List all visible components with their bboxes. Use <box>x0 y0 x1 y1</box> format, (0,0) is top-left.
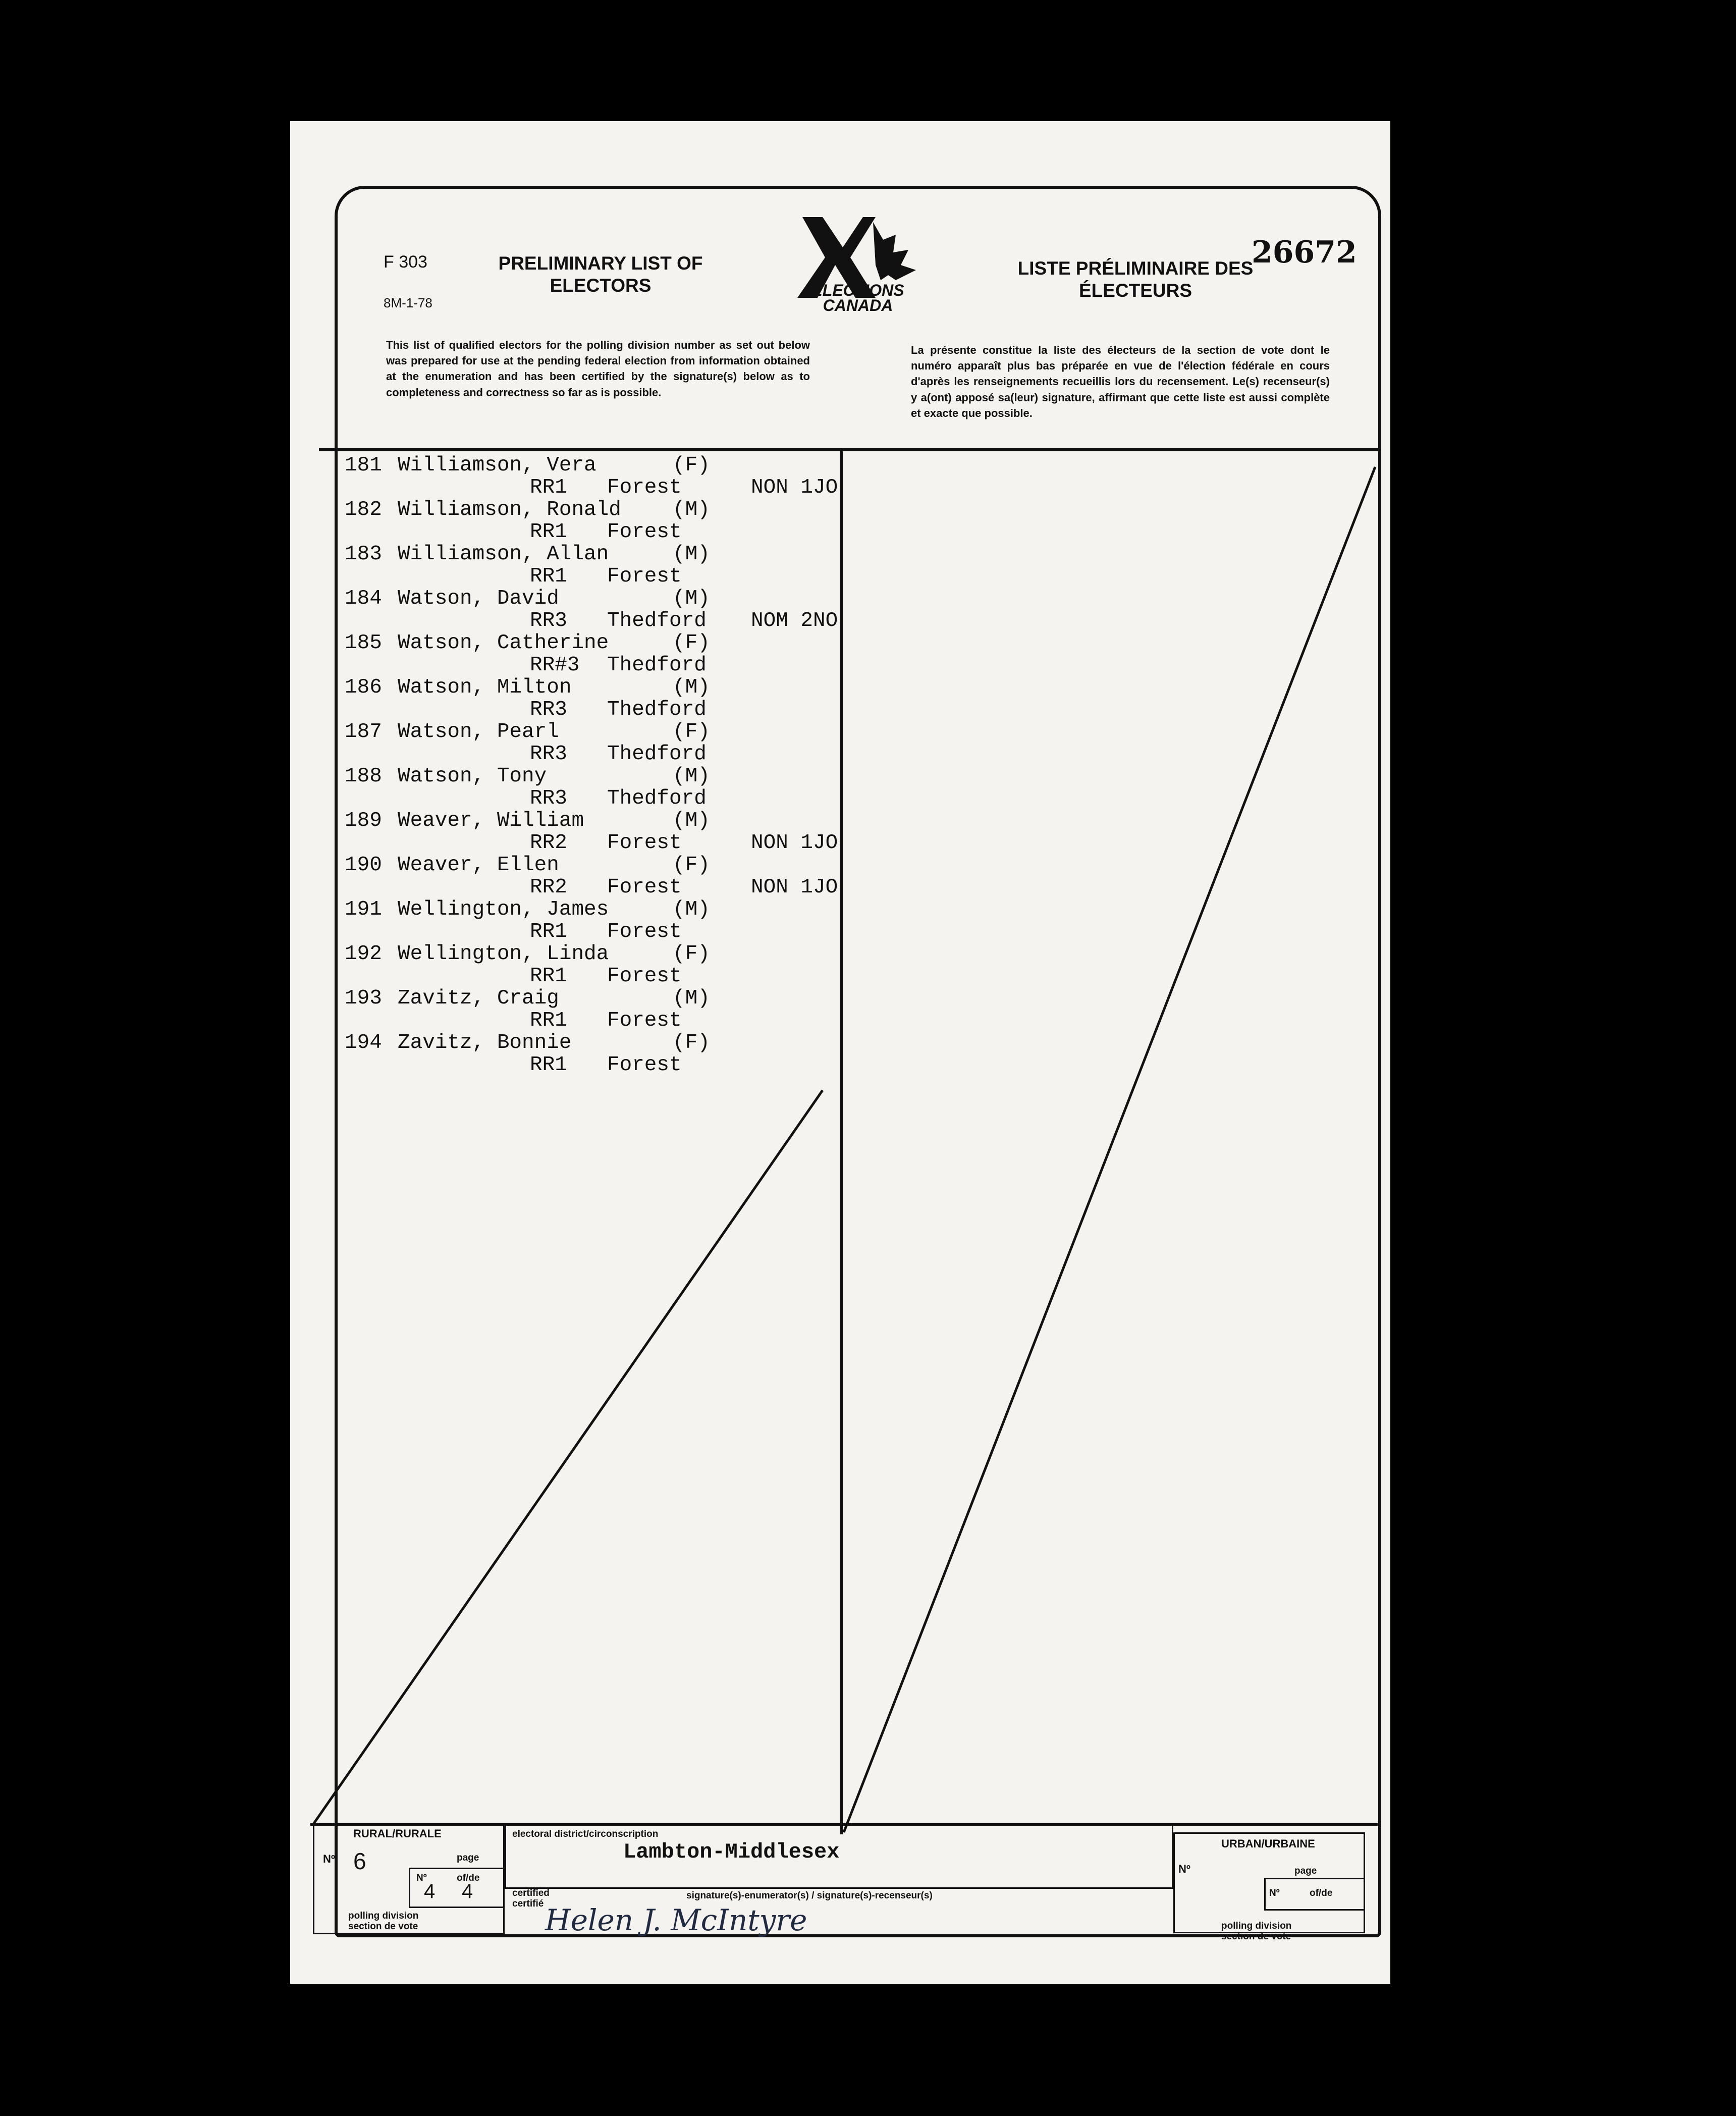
title-fr-line1: LISTE PRÉLIMINAIRE DES <box>1017 258 1254 279</box>
page-of-label: of/de <box>457 1873 480 1883</box>
intro-english: This list of qualified electors for the polling division number as set out below was prepared for use at the pending federal election from information obtained at the enumeration and has been certified by the signature(s) below as to completeness and correctness so far as is possible. <box>386 339 810 399</box>
polling-division-label-fr: section de vote <box>348 1921 418 1932</box>
elector-name: Wellington, Linda <box>398 942 609 966</box>
elector-rural-route: RR1 <box>530 565 567 588</box>
elector-number: 189 <box>345 809 382 832</box>
elector-town: Thedford <box>607 743 707 766</box>
elector-rural-route: RR2 <box>530 876 567 899</box>
certified-label-fr: certifié <box>512 1898 544 1909</box>
elector-name: Zavitz, Craig <box>398 987 559 1010</box>
signature-label: signature(s)-enumerator(s) / signature(s)-recenseur(s) <box>686 1890 933 1901</box>
elector-town: Forest <box>607 476 682 499</box>
page-no-label: Nº <box>416 1873 427 1883</box>
serial-number: 26672 <box>1252 235 1357 270</box>
urban-polling-division-label-en: polling division <box>1221 1921 1292 1931</box>
certified-label-en: certified <box>512 1888 550 1898</box>
elector-sex: (F) <box>673 454 710 477</box>
elector-name: Williamson, Allan <box>398 543 609 566</box>
elector-sex: (M) <box>673 987 710 1010</box>
elector-town: Forest <box>607 565 682 588</box>
elector-rural-route: RR1 <box>530 520 567 544</box>
title-fr-line2: ÉLECTEURS <box>1078 280 1192 301</box>
elector-number: 182 <box>345 498 382 521</box>
rural-label: RURAL/RURALE <box>353 1827 442 1840</box>
elector-postal-code: NON 1JO <box>751 876 838 899</box>
page-number: 4 <box>424 1880 436 1902</box>
page-total: 4 <box>462 1880 473 1902</box>
urban-page-label: page <box>1294 1866 1317 1876</box>
elector-postal-code: NOM 2NO <box>751 609 838 632</box>
elector-town: Thedford <box>607 698 707 721</box>
title-en-line1: PRELIMINARY LIST OF <box>498 253 703 274</box>
elector-town: Forest <box>607 1009 682 1032</box>
enumerator-signature: Helen J. McIntyre <box>545 1903 807 1937</box>
elector-number: 183 <box>345 543 382 566</box>
rural-no-label: Nº <box>323 1853 335 1865</box>
elector-town: Thedford <box>607 654 707 677</box>
elector-rural-route: RR1 <box>530 476 567 499</box>
elector-name: Watson, Pearl <box>398 720 559 744</box>
elector-town: Forest <box>607 876 682 899</box>
elector-number: 194 <box>345 1031 382 1054</box>
elector-rural-route: RR3 <box>530 787 567 810</box>
polling-division-label-en: polling division <box>348 1911 419 1921</box>
elector-sex: (M) <box>673 498 710 521</box>
logo-line1: ELECTIONS <box>811 281 904 299</box>
elector-number: 181 <box>345 454 382 477</box>
elector-name: Watson, Milton <box>398 676 572 699</box>
elector-number: 190 <box>345 854 382 877</box>
elector-town: Forest <box>607 831 682 855</box>
elector-sex: (M) <box>673 809 710 832</box>
elector-rural-route: RR#3 <box>530 654 580 677</box>
elector-rural-route: RR1 <box>530 1053 567 1077</box>
elector-town: Forest <box>607 1053 682 1077</box>
elector-sex: (M) <box>673 765 710 788</box>
logo-line2: CANADA <box>823 296 893 315</box>
elector-name: Williamson, Ronald <box>398 498 621 521</box>
elector-sex: (M) <box>673 676 710 699</box>
elector-name: Weaver, William <box>398 809 584 832</box>
elector-name: Weaver, Ellen <box>398 854 559 877</box>
elector-rural-route: RR3 <box>530 698 567 721</box>
elector-name: Wellington, James <box>398 898 609 921</box>
elector-town: Forest <box>607 920 682 943</box>
elector-rural-route: RR1 <box>530 1009 567 1032</box>
elector-sex: (F) <box>673 854 710 877</box>
polling-division-number: 6 <box>353 1848 366 1874</box>
elector-number: 188 <box>345 765 382 788</box>
elector-postal-code: NON 1JO <box>751 831 838 855</box>
urban-label: URBAN/URBAINE <box>1221 1837 1315 1850</box>
elector-rural-route: RR3 <box>530 609 567 632</box>
form-code: F 303 <box>384 252 427 272</box>
form-date: 8M-1-78 <box>384 295 432 310</box>
elector-sex: (M) <box>673 543 710 566</box>
cancel-line-left <box>313 1090 823 1825</box>
district-label: electoral district/circonscription <box>512 1829 659 1839</box>
elector-sex: (F) <box>673 942 710 966</box>
elector-name: Williamson, Vera <box>398 454 596 477</box>
elector-rural-route: RR1 <box>530 920 567 943</box>
elector-number: 193 <box>345 987 382 1010</box>
intro-french: La présente constitue la liste des électeurs de la section de vote dont le numéro apparaît plus bas préparée en vue de l'élection fédérale en cours d'après les renseignements recueillis lors du recensement. Le(s) recenseur(s) y a(ont) apposé sa(leur) signature, affirmant que cette liste est aussi complète et exacte que possible. <box>911 344 1330 419</box>
elector-name: Watson, David <box>398 587 559 610</box>
elector-number: 184 <box>345 587 382 610</box>
elector-number: 192 <box>345 942 382 966</box>
urban-polling-division-label-fr: section de vote <box>1221 1931 1291 1942</box>
elector-rural-route: RR1 <box>530 965 567 988</box>
elector-name: Watson, Catherine <box>398 631 609 655</box>
cancel-line-right <box>844 467 1375 1832</box>
elector-number: 187 <box>345 720 382 744</box>
elector-sex: (M) <box>673 587 710 610</box>
elector-number: 186 <box>345 676 382 699</box>
urban-page-no-label: Nº <box>1269 1888 1280 1898</box>
elector-postal-code: NON 1JO <box>751 476 838 499</box>
elector-sex: (F) <box>673 720 710 744</box>
elector-sex: (F) <box>673 1031 710 1054</box>
elector-number: 185 <box>345 631 382 655</box>
elector-town: Thedford <box>607 609 707 632</box>
elector-name: Zavitz, Bonnie <box>398 1031 572 1054</box>
elector-number: 191 <box>345 898 382 921</box>
title-en-line2: ELECTORS <box>550 275 652 296</box>
elector-town: Thedford <box>607 787 707 810</box>
elector-town: Forest <box>607 520 682 544</box>
elector-rural-route: RR3 <box>530 743 567 766</box>
page-label: page <box>457 1853 479 1863</box>
urban-page-of-label: of/de <box>1310 1888 1333 1898</box>
elector-name: Watson, Tony <box>398 765 547 788</box>
urban-no-label: Nº <box>1178 1863 1190 1875</box>
elector-sex: (F) <box>673 631 710 655</box>
elector-town: Forest <box>607 965 682 988</box>
elector-rural-route: RR2 <box>530 831 567 855</box>
district-value: Lambton-Middlesex <box>623 1840 840 1864</box>
elector-sex: (M) <box>673 898 710 921</box>
